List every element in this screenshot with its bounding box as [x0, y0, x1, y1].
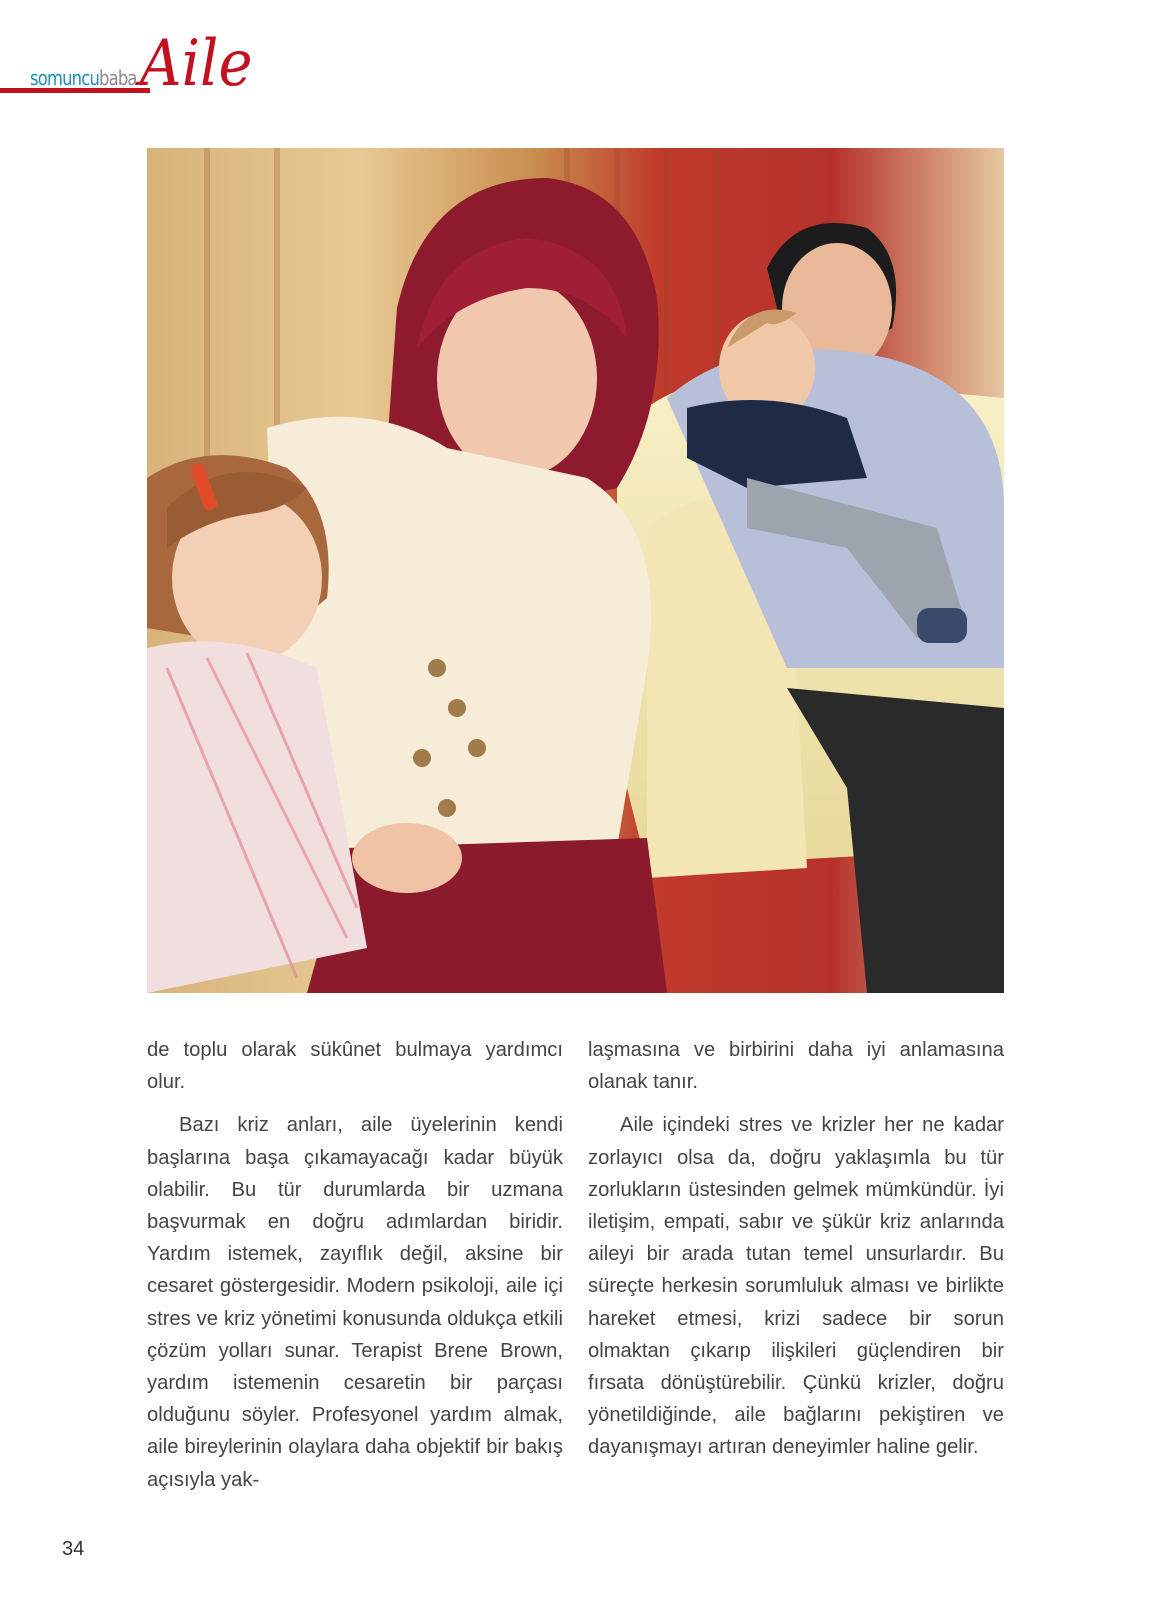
- page-number: 34: [62, 1538, 85, 1560]
- family-photo-illustration: [147, 148, 1004, 993]
- magazine-header: [0, 27, 260, 116]
- family-photo: [147, 148, 1004, 993]
- text-column-left: [147, 1034, 563, 1496]
- paragraph-right-2: Aile içindeki stres ve krizler her ne kadar zorlayıcı olsa da, doğru yaklaşımla bu tür zorlukların üstesinden gelmek mümkündür. İyi iletişim, empati, sabır ve şükür kriz anlarında aileyi bir arada tutan temel unsurlardır. Bu süreçte herkesin sorumluluk alması ve birlikte hareket etmesi, krizi sadece bir sorun olmaktan çıkarıp ilişkileri güçlendiren bir fırsata dönüştürebilir. Çünkü krizler, doğru yönetildiğinde, aile bağlarını pekiştiren ve dayanışmayı artıran deneyimler haline gelir.: [588, 1114, 1004, 1459]
- brand-part1: somuncu: [30, 66, 100, 90]
- brand-logo: [30, 66, 137, 90]
- paragraph-left-2: Bazı kriz anları, aile üyelerinin kendi başlarına başa çıkamayacağı kadar büyük olabilir. Bu tür durumlarda bir uzmana başvurmak en doğru adımlardan biridir. Yardım istemek, zayıflık değil, aksine bir cesaret göstergesidir. Modern psikoloji, aile içi stres ve kriz yönetimi konusunda oldukça etkili çözüm yolları sunar. Terapist Brene Brown, yardım istemenin cesaretin bir parçası olduğunu söyler. Profesyonel yardım almak, aile bireylerinin olaylara daha objektif bir bakış açısıyla yak-: [147, 1114, 563, 1491]
- brand-part2: baba: [99, 66, 137, 90]
- section-title: Aile: [140, 27, 253, 101]
- paragraph-right-1: laşmasına ve birbirini daha iyi anlamasına olanak tanır.: [588, 1039, 1004, 1094]
- text-column-right: [588, 1034, 1004, 1464]
- paragraph-left-1: de toplu olarak sükûnet bulmaya yardımcı olur.: [147, 1039, 563, 1094]
